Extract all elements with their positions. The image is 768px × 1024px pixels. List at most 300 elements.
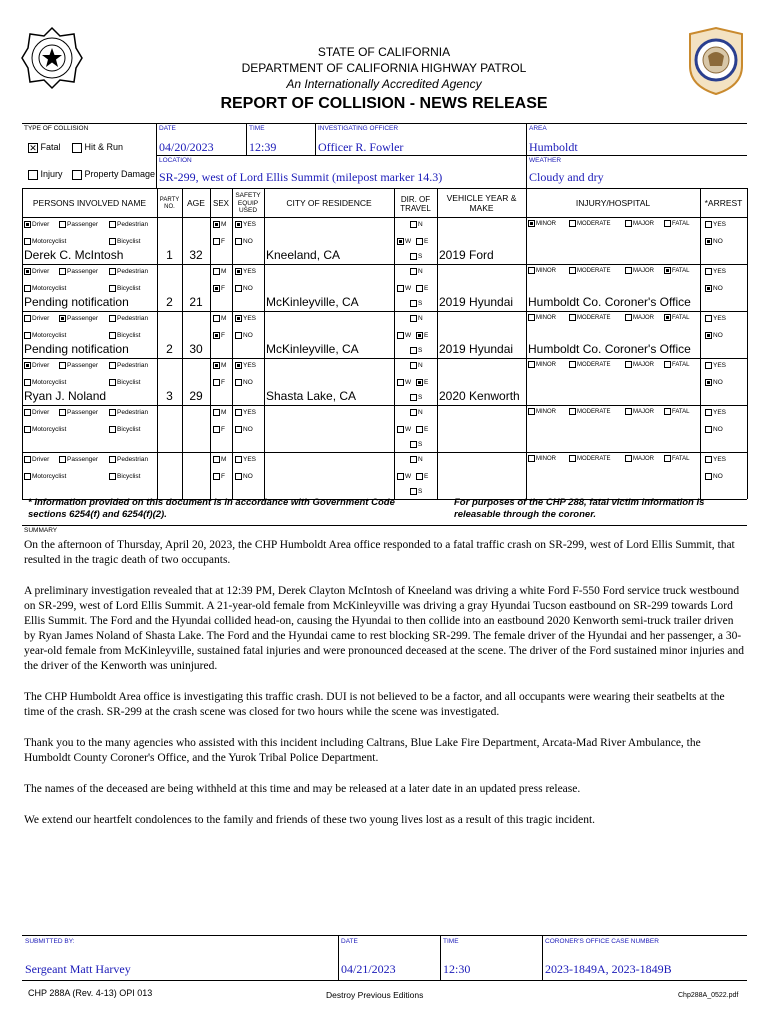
dir-south-checkbox[interactable]	[410, 347, 417, 354]
sex-female-checkbox[interactable]	[213, 379, 220, 386]
arrest-yes[interactable]: YES	[705, 408, 726, 417]
dir-south-checkbox[interactable]	[410, 441, 417, 448]
role-pedestrian[interactable]: Pedestrian	[109, 220, 148, 229]
injury-fatal[interactable]: FATAL	[664, 314, 689, 323]
arrest-no-checkbox[interactable]	[705, 238, 712, 245]
report-title: REPORT OF COLLISION - NEWS RELEASE	[220, 95, 548, 112]
arrest-no-checkbox[interactable]	[705, 473, 712, 480]
sex-female[interactable]: F	[213, 331, 225, 340]
dir-east-checkbox[interactable]	[416, 332, 423, 339]
safety-yes[interactable]: YES	[235, 220, 256, 229]
safety-yes-checkbox[interactable]	[235, 409, 242, 416]
safety-no[interactable]: NO	[235, 237, 253, 246]
sex-male[interactable]: M	[213, 220, 226, 229]
submitted-by-label: SUBMITTED BY:	[25, 938, 75, 945]
coroner-case-label: CORONER'S OFFICE CASE NUMBER	[545, 938, 659, 945]
role-pedestrian[interactable]: Pedestrian	[109, 361, 148, 370]
arrest-yes[interactable]: YES	[705, 220, 726, 229]
dir-east[interactable]: E	[416, 284, 428, 293]
summary-paragraph: The CHP Humboldt Area office is investigating this traffic crash. DUI is not believed to be a factor, and all occupants were wearing their seatbelts at the time of the crash. SR-299 at the crash scene was closed for two hours while the scene was investigated.	[24, 691, 725, 718]
injury-major-checkbox[interactable]	[625, 314, 632, 321]
sex-female-checkbox[interactable]	[213, 426, 220, 433]
role-bicyclist-checkbox[interactable]	[109, 379, 116, 386]
government-code-note: * Information provided on this document is in accordance with Government Code sections 6254(f) and 6254(f)(2).	[28, 497, 395, 520]
coroner-case-number: 2023-1849A, 2023-1849B	[545, 962, 672, 976]
injury-fatal-checkbox[interactable]	[664, 314, 671, 321]
role-bicyclist[interactable]: Bicyclist	[109, 237, 140, 246]
sex-male-checkbox[interactable]	[213, 456, 220, 463]
summary-paragraph: A preliminary investigation revealed that at 12:39 PM, Derek Clayton McIntosh of Kneeland was driving a white Ford F-550 Ford service truck westbound on SR-299, west of Lord Ellis Summit. A 21-year-old female from McKinleyville was driving a gray Hyundai Tucson eastbound on SR-299 towards Lord Ellis Summit. The Ford and the Hyundai collided head-on, causing the Hyundai to then collide into an eastbound 2020 Kenworth semi-truck trailer driven by Ryan James Noland of Shasta Lake. The Ford and the Hyundai came to rest blocking SR-299. The female driver of the Hyundai and her passenger, a 30-year-old female from McKinleyville, sustained fatal injuries and were pronounced deceased at the scene. The driver of the Ford sustained minor injuries and the driver of the Kenworth was uninjured.	[24, 585, 744, 672]
sex-male-checkbox[interactable]	[213, 268, 220, 275]
injury-minor-checkbox[interactable]	[528, 267, 535, 274]
dir-west[interactable]: W	[397, 472, 411, 481]
dir-east[interactable]: E	[416, 425, 428, 434]
dir-west-checkbox[interactable]	[397, 473, 404, 480]
chp-badge-logo	[20, 26, 84, 90]
arrest-yes-checkbox[interactable]	[705, 268, 712, 275]
party-header: PARTY NO.	[159, 196, 180, 210]
arrest-yes[interactable]: YES	[705, 267, 726, 276]
injury-moderate-checkbox[interactable]	[569, 408, 576, 415]
arrest-yes-checkbox[interactable]	[705, 362, 712, 369]
arrest-yes[interactable]: YES	[705, 314, 726, 323]
dir-north-checkbox[interactable]	[410, 221, 417, 228]
dir-west[interactable]: W	[397, 425, 411, 434]
property-damage-checkbox[interactable]	[72, 170, 82, 180]
injury-moderate-checkbox[interactable]	[569, 267, 576, 274]
dir-north[interactable]: N	[410, 267, 423, 276]
role-driver-checkbox[interactable]	[24, 268, 31, 275]
accredited-line: An Internationally Accredited Agency	[286, 77, 482, 91]
type-property-damage[interactable]	[72, 169, 155, 180]
dir-north-checkbox[interactable]	[410, 362, 417, 369]
role-motorcyclist-checkbox[interactable]	[24, 379, 31, 386]
collision-type-label: TYPE OF COLLISION	[24, 125, 89, 132]
dir-east-checkbox[interactable]	[416, 379, 423, 386]
summary-section	[24, 538, 746, 844]
role-bicyclist[interactable]: Bicyclist	[109, 331, 140, 340]
role-pedestrian-checkbox[interactable]	[109, 456, 116, 463]
destroy-notice: Destroy Previous Editions	[326, 990, 424, 1000]
file-name: Chp288A_0522.pdf	[678, 992, 739, 999]
safety-no-checkbox[interactable]	[235, 285, 242, 292]
city-of-residence: Shasta Lake, CA	[266, 389, 357, 403]
sex-male[interactable]: M	[213, 455, 226, 464]
weather-value: Cloudy and dry	[529, 170, 604, 184]
safety-yes-checkbox[interactable]	[235, 315, 242, 322]
role-bicyclist[interactable]: Bicyclist	[109, 472, 140, 481]
dir-south-checkbox[interactable]	[410, 394, 417, 401]
injury-checkbox[interactable]	[28, 170, 38, 180]
property-damage-label: Property Damage	[84, 169, 156, 179]
role-motorcyclist-checkbox[interactable]	[24, 473, 31, 480]
dir-north-checkbox[interactable]	[410, 409, 417, 416]
injury-fatal[interactable]: FATAL	[664, 408, 689, 417]
role-pedestrian-checkbox[interactable]	[109, 315, 116, 322]
dir-west[interactable]: W	[397, 378, 411, 387]
dir-south[interactable]: S	[410, 299, 422, 308]
injury-fatal[interactable]: FATAL	[664, 361, 689, 370]
role-motorcyclist[interactable]: Motorcyclist	[24, 472, 66, 481]
role-driver-checkbox[interactable]	[24, 362, 31, 369]
role-motorcyclist[interactable]: Motorcyclist	[24, 425, 66, 434]
role-driver[interactable]: Driver	[24, 220, 49, 229]
dir-north-checkbox[interactable]	[410, 315, 417, 322]
arrest-no-checkbox[interactable]	[705, 285, 712, 292]
dir-east[interactable]: E	[416, 472, 428, 481]
injury-major[interactable]: MAJOR	[625, 267, 654, 276]
sex-male-checkbox[interactable]	[213, 362, 220, 369]
sex-female[interactable]: F	[213, 472, 225, 481]
type-fatal[interactable]	[28, 142, 61, 153]
role-pedestrian[interactable]: Pedestrian	[109, 314, 148, 323]
arrest-no[interactable]: NO	[705, 472, 723, 481]
injury-minor[interactable]: MINOR	[528, 220, 556, 229]
summary-paragraph: Thank you to the many agencies who assisted with this incident including Caltrans, Blue Lake Fire Department, Arcata-Mad River Ambulance, the Humboldt County Coroner's Office, and the Yurok Tribal Police Department.	[24, 737, 701, 764]
role-passenger-checkbox[interactable]	[59, 362, 66, 369]
role-passenger-checkbox[interactable]	[59, 409, 66, 416]
sex-female-checkbox[interactable]	[213, 238, 220, 245]
role-bicyclist-checkbox[interactable]	[109, 285, 116, 292]
safety-yes-checkbox[interactable]	[235, 221, 242, 228]
dir-west[interactable]: W	[397, 237, 411, 246]
role-motorcyclist[interactable]: Motorcyclist	[24, 331, 66, 340]
department-heading: DEPARTMENT OF CALIFORNIA HIGHWAY PATROL	[241, 61, 527, 75]
safety-yes-checkbox[interactable]	[235, 456, 242, 463]
injury-moderate[interactable]: MODERATE	[569, 314, 611, 323]
arrest-yes-checkbox[interactable]	[705, 456, 712, 463]
role-bicyclist-checkbox[interactable]	[109, 332, 116, 339]
sex-female-checkbox[interactable]	[213, 285, 220, 292]
injury-moderate[interactable]: MODERATE	[569, 408, 611, 417]
weather-label: WEATHER	[529, 157, 562, 164]
injury-major[interactable]: MAJOR	[625, 408, 654, 417]
role-pedestrian-checkbox[interactable]	[109, 409, 116, 416]
coroner-note: For purposes of the CHP 288, fatal victim information is releasable through the coroner.	[454, 497, 705, 520]
role-driver[interactable]: Driver	[24, 455, 49, 464]
location-label: LOCATION	[159, 157, 192, 164]
role-driver[interactable]: Driver	[24, 408, 49, 417]
role-motorcyclist[interactable]: Motorcyclist	[24, 237, 66, 246]
type-injury[interactable]	[28, 169, 63, 180]
fatal-checkbox[interactable]: ✕	[29, 142, 37, 153]
summary-label: SUMMARY	[24, 527, 58, 534]
role-passenger[interactable]: Passenger	[59, 314, 98, 323]
arrest-yes[interactable]: YES	[705, 361, 726, 370]
sex-male[interactable]: M	[213, 314, 226, 323]
persons-header: PERSONS INVOLVED NAME	[32, 197, 147, 208]
arrest-no-checkbox[interactable]	[705, 426, 712, 433]
sex-female[interactable]: F	[213, 425, 225, 434]
injury-fatal-checkbox[interactable]	[664, 220, 671, 227]
arrest-no[interactable]: NO	[705, 378, 723, 387]
injury-moderate-checkbox[interactable]	[569, 361, 576, 368]
injury-fatal[interactable]: FATAL	[664, 220, 689, 229]
role-motorcyclist-checkbox[interactable]	[24, 285, 31, 292]
collision-date: 04/20/2023	[159, 140, 214, 154]
arrest-yes-checkbox[interactable]	[705, 315, 712, 322]
dir-east-checkbox[interactable]	[416, 285, 423, 292]
safety-no-checkbox[interactable]	[235, 332, 242, 339]
dir-east[interactable]: E	[416, 331, 428, 340]
role-driver-checkbox[interactable]	[24, 409, 31, 416]
arrest-no-checkbox[interactable]	[705, 332, 712, 339]
safety-no-checkbox[interactable]	[235, 238, 242, 245]
arrest-no[interactable]: NO	[705, 237, 723, 246]
injury-minor-checkbox[interactable]	[528, 314, 535, 321]
safety-no[interactable]: NO	[235, 284, 253, 293]
dir-east[interactable]: E	[416, 378, 428, 387]
injury-major[interactable]: MAJOR	[625, 314, 654, 323]
age-value: 29	[189, 389, 203, 403]
injury-moderate[interactable]: MODERATE	[569, 220, 611, 229]
state-heading: STATE OF CALIFORNIA	[317, 45, 451, 59]
dir-south[interactable]: S	[410, 440, 422, 449]
dir-west-checkbox[interactable]	[397, 285, 404, 292]
role-pedestrian[interactable]: Pedestrian	[109, 267, 148, 276]
dir-east-checkbox[interactable]	[416, 473, 423, 480]
arrest-yes-checkbox[interactable]	[705, 409, 712, 416]
role-driver[interactable]: Driver	[24, 361, 49, 370]
dir-south-checkbox[interactable]	[410, 488, 417, 495]
injury-major-checkbox[interactable]	[625, 361, 632, 368]
person-name: Pending notification	[24, 342, 129, 356]
safety-no-checkbox[interactable]	[235, 426, 242, 433]
role-passenger-checkbox[interactable]	[59, 221, 66, 228]
area-value: Humboldt	[529, 140, 578, 154]
safety-no-checkbox[interactable]	[235, 473, 242, 480]
vehicle-header: VEHICLE YEAR & MAKE	[446, 193, 517, 213]
role-bicyclist[interactable]: Bicyclist	[109, 425, 140, 434]
dir-south[interactable]: S	[410, 393, 422, 402]
dir-north-checkbox[interactable]	[410, 456, 417, 463]
role-bicyclist[interactable]: Bicyclist	[109, 284, 140, 293]
injury-minor-checkbox[interactable]	[528, 408, 535, 415]
role-pedestrian-checkbox[interactable]	[109, 268, 116, 275]
hit-and-run-checkbox[interactable]	[72, 143, 82, 153]
dir-east[interactable]: E	[416, 237, 428, 246]
accreditation-seal-logo	[686, 26, 746, 96]
party-number: 3	[166, 389, 173, 403]
safety-no-checkbox[interactable]	[235, 379, 242, 386]
summary-paragraph: On the afternoon of Thursday, April 20, 2023, the CHP Humboldt Area office responded to a fatal traffic crash on SR-299, west of Lord Ellis Summit, that resulted in the tragic death of two occupants.	[24, 539, 735, 566]
role-passenger-checkbox[interactable]	[59, 268, 66, 275]
injury-minor[interactable]: MINOR	[528, 361, 556, 370]
safety-yes-checkbox[interactable]	[235, 268, 242, 275]
sex-male[interactable]: M	[213, 408, 226, 417]
role-driver[interactable]: Driver	[24, 314, 49, 323]
injury-minor-checkbox[interactable]	[528, 455, 535, 462]
hit-and-run-label: Hit & Run	[84, 142, 124, 152]
dir-west[interactable]: W	[397, 331, 411, 340]
injury-major-checkbox[interactable]	[625, 267, 632, 274]
party-number: 2	[166, 295, 173, 309]
city-header: CITY OF RESIDENCE	[286, 197, 372, 208]
sex-male-checkbox[interactable]	[213, 315, 220, 322]
vehicle-year-make: 2019 Ford	[439, 248, 494, 262]
injury-fatal-checkbox[interactable]	[664, 267, 671, 274]
dir-south[interactable]: S	[410, 487, 422, 496]
injury-fatal-checkbox[interactable]	[664, 408, 671, 415]
sex-male-checkbox[interactable]	[213, 409, 220, 416]
role-driver[interactable]: Driver	[24, 267, 49, 276]
arrest-no-checkbox[interactable]	[705, 379, 712, 386]
role-motorcyclist[interactable]: Motorcyclist	[24, 378, 66, 387]
injury-major[interactable]: MAJOR	[625, 220, 654, 229]
injury-minor[interactable]: MINOR	[528, 455, 556, 464]
role-passenger[interactable]: Passenger	[59, 220, 98, 229]
role-motorcyclist-checkbox[interactable]	[24, 426, 31, 433]
dir-north-checkbox[interactable]	[410, 268, 417, 275]
injury-fatal-checkbox[interactable]	[664, 361, 671, 368]
injury-moderate-checkbox[interactable]	[569, 314, 576, 321]
injury-minor-checkbox[interactable]	[528, 220, 535, 227]
role-motorcyclist-checkbox[interactable]	[24, 238, 31, 245]
role-bicyclist-checkbox[interactable]	[109, 238, 116, 245]
sex-female[interactable]: F	[213, 378, 225, 387]
injury-moderate[interactable]: MODERATE	[569, 267, 611, 276]
dir-south-checkbox[interactable]	[410, 300, 417, 307]
sex-female-checkbox[interactable]	[213, 473, 220, 480]
area-label: AREA	[529, 125, 547, 132]
dir-north[interactable]: N	[410, 408, 423, 417]
dir-north[interactable]: N	[410, 314, 423, 323]
dir-west-checkbox[interactable]	[397, 426, 404, 433]
safety-yes[interactable]: YES	[235, 455, 256, 464]
time-label: TIME	[249, 125, 265, 132]
age-value: 21	[189, 295, 203, 309]
submitted-by: Sergeant Matt Harvey	[25, 962, 131, 976]
dir-west-checkbox[interactable]	[397, 238, 404, 245]
safety-yes[interactable]: YES	[235, 314, 256, 323]
injury-fatal[interactable]: FATAL	[664, 455, 689, 464]
dir-south-checkbox[interactable]	[410, 253, 417, 260]
dir-south[interactable]: S	[410, 252, 422, 261]
submitted-date: 04/21/2023	[341, 962, 396, 976]
arrest-yes[interactable]: YES	[705, 455, 726, 464]
dir-east-checkbox[interactable]	[416, 426, 423, 433]
role-pedestrian[interactable]: Pedestrian	[109, 408, 148, 417]
sex-male[interactable]: M	[213, 361, 226, 370]
arrest-no[interactable]: NO	[705, 284, 723, 293]
injury-moderate[interactable]: MODERATE	[569, 361, 611, 370]
injury-major-checkbox[interactable]	[625, 455, 632, 462]
safety-yes[interactable]: YES	[235, 267, 256, 276]
injury-major[interactable]: MAJOR	[625, 361, 654, 370]
role-pedestrian-checkbox[interactable]	[109, 362, 116, 369]
sex-male[interactable]: M	[213, 267, 226, 276]
role-pedestrian[interactable]: Pedestrian	[109, 455, 148, 464]
role-passenger[interactable]: Passenger	[59, 408, 98, 417]
sex-header: SEX	[212, 199, 229, 208]
safety-no[interactable]: NO	[235, 472, 253, 481]
injury-moderate-checkbox[interactable]	[569, 220, 576, 227]
party-number: 2	[166, 342, 173, 356]
sex-female-checkbox[interactable]	[213, 332, 220, 339]
sex-male-checkbox[interactable]	[213, 221, 220, 228]
dir-header: DIR. OF TRAVEL	[400, 194, 431, 213]
age-header: AGE	[187, 197, 205, 208]
role-driver-checkbox[interactable]	[24, 221, 31, 228]
safety-no[interactable]: NO	[235, 331, 253, 340]
city-of-residence: Kneeland, CA	[266, 248, 341, 262]
injury-minor[interactable]: MINOR	[528, 408, 556, 417]
type-hit-and-run[interactable]	[72, 142, 123, 153]
injury-major[interactable]: MAJOR	[625, 455, 654, 464]
safety-no[interactable]: NO	[235, 425, 253, 434]
city-of-residence: McKinleyville, CA	[266, 295, 359, 309]
injury-header: INJURY/HOSPITAL	[575, 197, 651, 208]
dir-west-checkbox[interactable]	[397, 332, 404, 339]
injury-major-checkbox[interactable]	[625, 408, 632, 415]
role-passenger[interactable]: Passenger	[59, 455, 98, 464]
injury-minor[interactable]: MINOR	[528, 267, 556, 276]
role-passenger[interactable]: Passenger	[59, 267, 98, 276]
injury-fatal-checkbox[interactable]	[664, 455, 671, 462]
injury-moderate-checkbox[interactable]	[569, 455, 576, 462]
arrest-no[interactable]: NO	[705, 331, 723, 340]
role-motorcyclist-checkbox[interactable]	[24, 332, 31, 339]
sex-female[interactable]: F	[213, 237, 225, 246]
dir-north[interactable]: N	[410, 220, 423, 229]
injury-minor[interactable]: MINOR	[528, 314, 556, 323]
role-passenger-checkbox[interactable]	[59, 456, 66, 463]
location-value: SR-299, west of Lord Ellis Summit (milepost marker 14.3)	[159, 170, 443, 184]
arrest-header: *ARREST	[704, 197, 743, 208]
dir-south[interactable]: S	[410, 346, 422, 355]
dir-west-checkbox[interactable]	[397, 379, 404, 386]
injury-fatal[interactable]: FATAL	[664, 267, 689, 276]
role-driver-checkbox[interactable]	[24, 315, 31, 322]
dir-north[interactable]: N	[410, 361, 423, 370]
vehicle-year-make: 2019 Hyundai	[439, 295, 514, 309]
injury-minor-checkbox[interactable]	[528, 361, 535, 368]
date-label: DATE	[159, 125, 176, 132]
arrest-yes-checkbox[interactable]	[705, 221, 712, 228]
role-motorcyclist[interactable]: Motorcyclist	[24, 284, 66, 293]
safety-yes[interactable]: YES	[235, 361, 256, 370]
safety-yes[interactable]: YES	[235, 408, 256, 417]
person-name: Derek C. McIntosh	[24, 248, 124, 262]
injury-major-checkbox[interactable]	[625, 220, 632, 227]
injury-moderate[interactable]: MODERATE	[569, 455, 611, 464]
fatal-label: Fatal	[40, 142, 61, 152]
summary-paragraph: We extend our heartfelt condolences to the family and friends of these two young lives lost as a result of this tragic incident.	[24, 814, 596, 826]
safety-no[interactable]: NO	[235, 378, 253, 387]
investigating-officer: Officer R. Fowler	[318, 140, 404, 154]
submitted-date-label: DATE	[341, 938, 358, 945]
dir-west[interactable]: W	[397, 284, 411, 293]
submitted-time: 12:30	[443, 962, 471, 976]
arrest-no[interactable]: NO	[705, 425, 723, 434]
hospital-value: Humboldt Co. Coroner's Office	[528, 342, 691, 356]
sex-female[interactable]: F	[213, 284, 225, 293]
role-bicyclist-checkbox[interactable]	[109, 426, 116, 433]
dir-east-checkbox[interactable]	[416, 238, 423, 245]
person-name: Ryan J. Noland	[24, 389, 107, 403]
collision-time: 12:39	[249, 140, 277, 154]
role-bicyclist[interactable]: Bicyclist	[109, 378, 140, 387]
role-pedestrian-checkbox[interactable]	[109, 221, 116, 228]
role-bicyclist-checkbox[interactable]	[109, 473, 116, 480]
role-passenger-checkbox[interactable]	[59, 315, 66, 322]
role-driver-checkbox[interactable]	[24, 456, 31, 463]
safety-yes-checkbox[interactable]	[235, 362, 242, 369]
officer-label: INVESTIGATING OFFICER	[318, 125, 399, 132]
role-passenger[interactable]: Passenger	[59, 361, 98, 370]
dir-north[interactable]: N	[410, 455, 423, 464]
city-of-residence: McKinleyville, CA	[266, 342, 359, 356]
